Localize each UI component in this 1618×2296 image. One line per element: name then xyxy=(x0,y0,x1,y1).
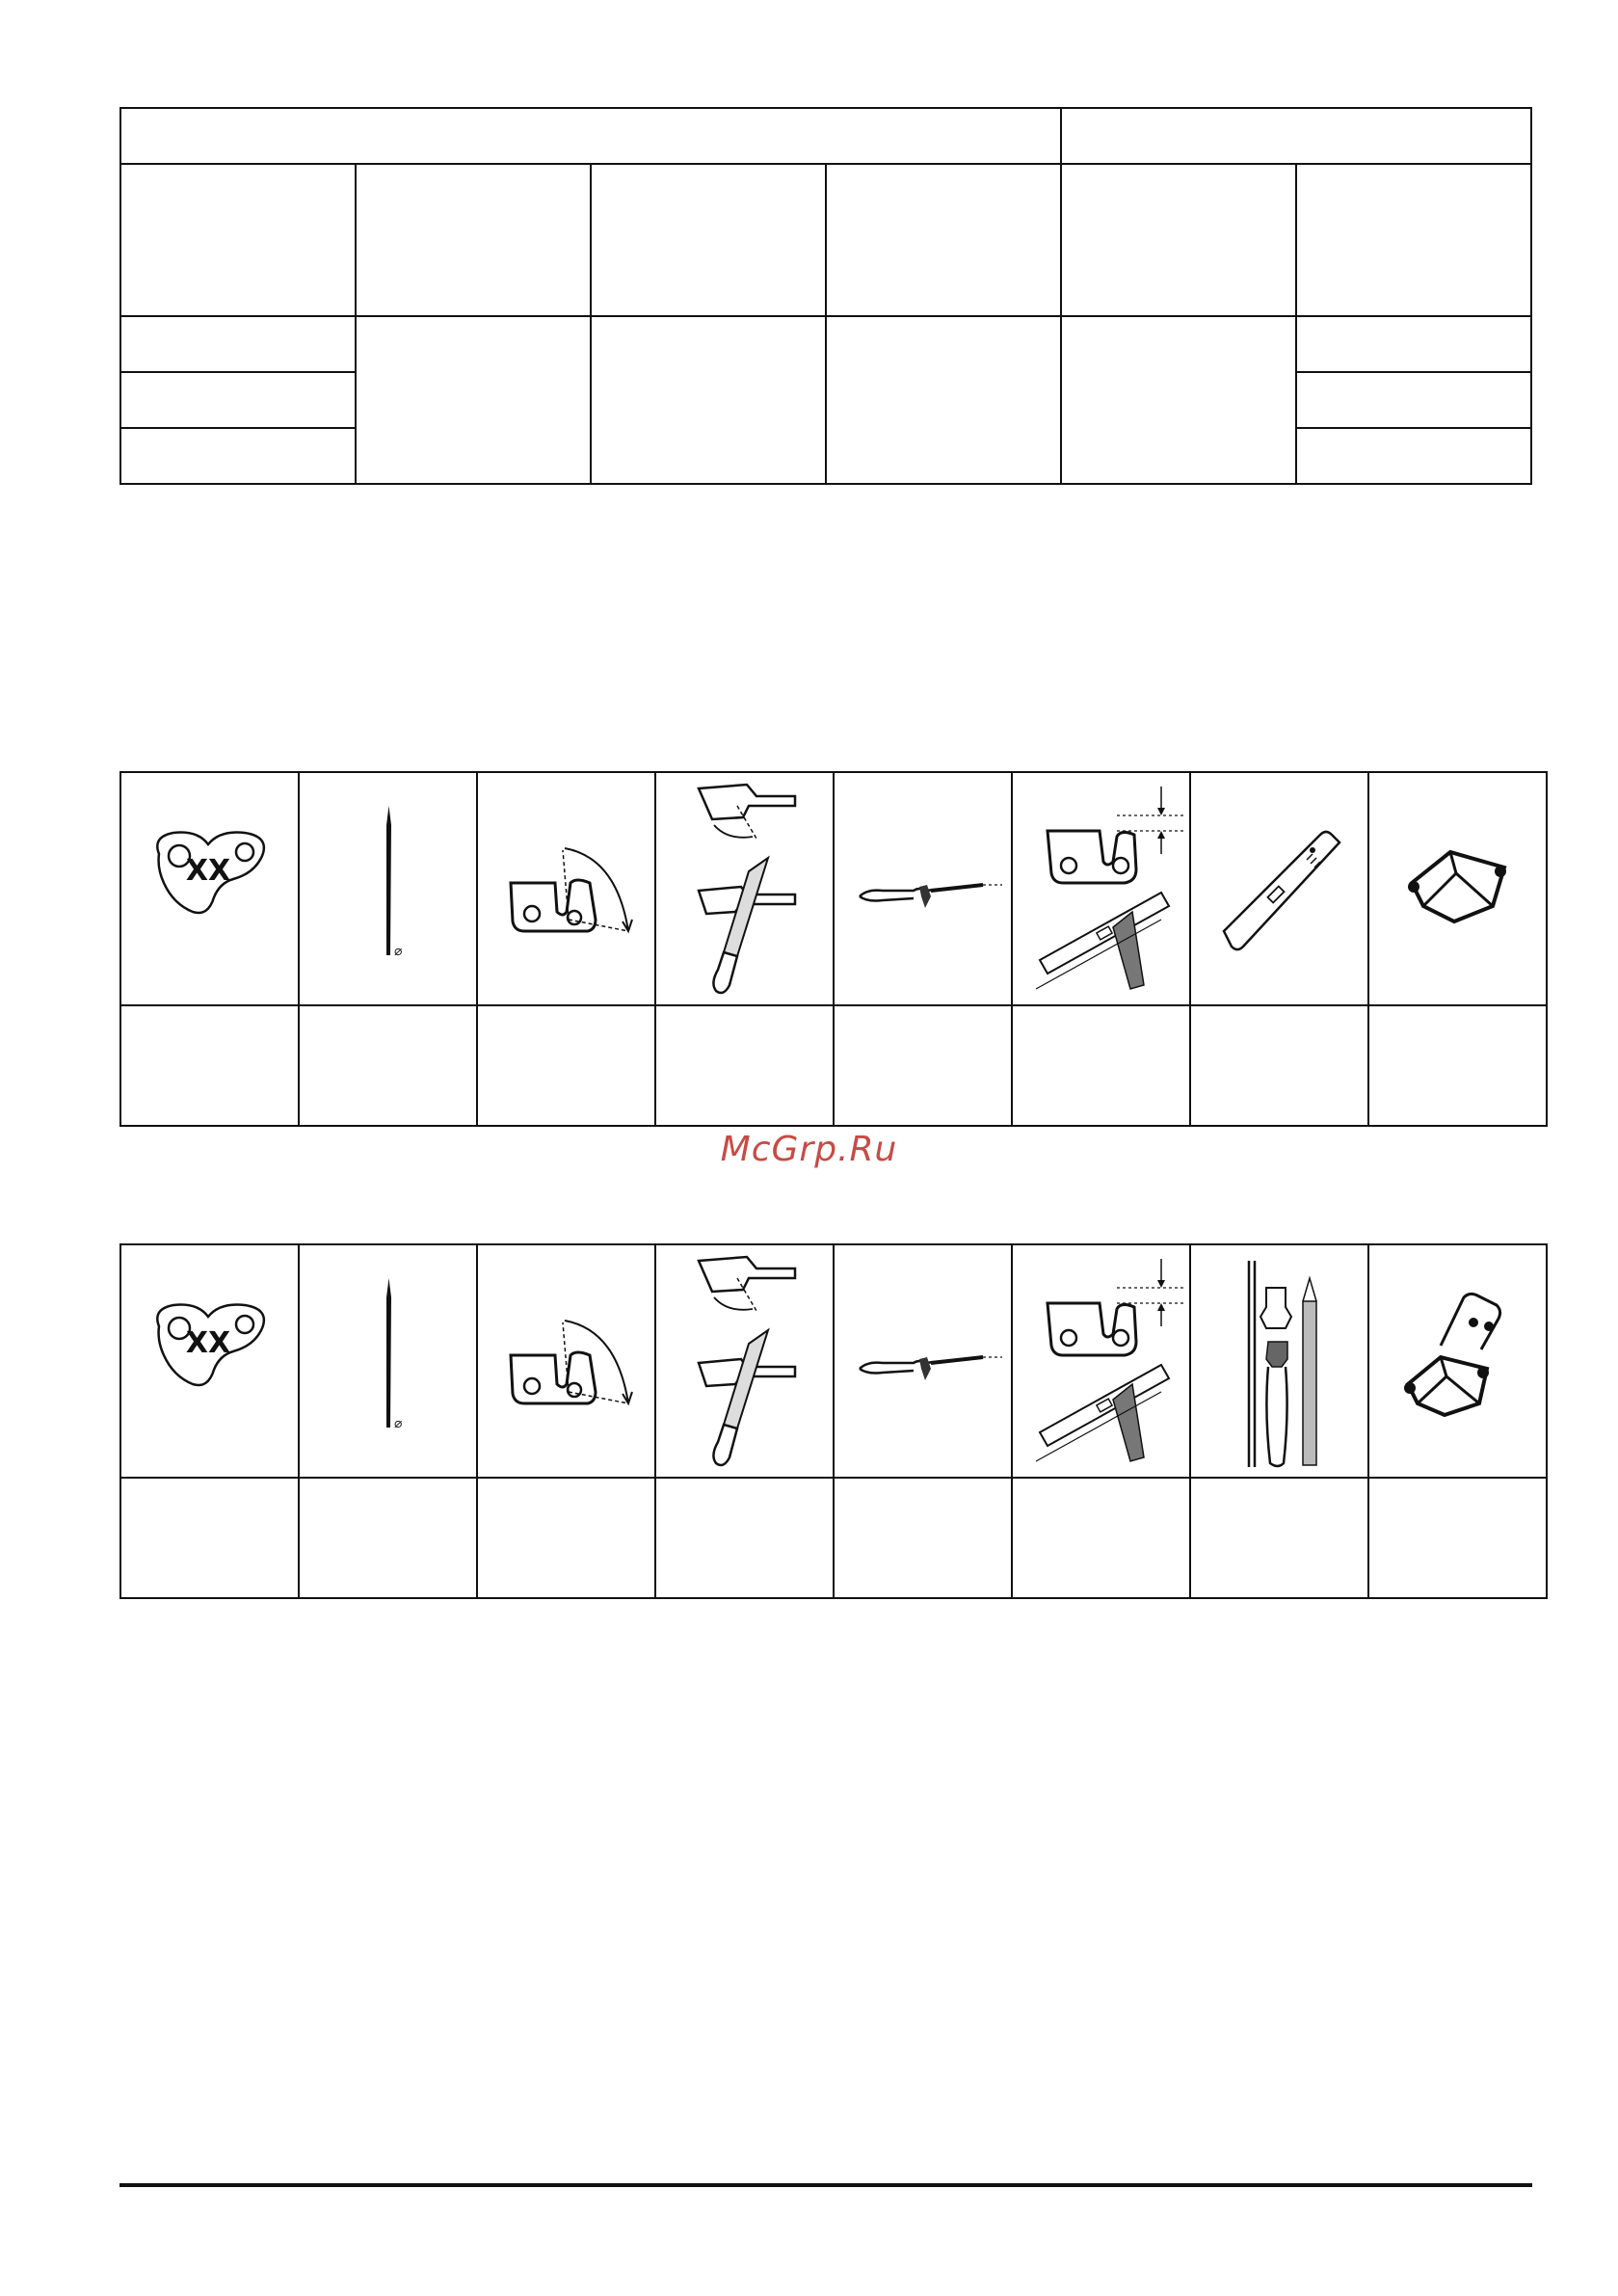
footer-rule xyxy=(119,2183,1532,2187)
spec-data-cell xyxy=(120,372,356,428)
tool-icon-cell xyxy=(834,1244,1012,1478)
file-kit-icon xyxy=(1195,1249,1365,1473)
tool-icon-cell xyxy=(477,772,655,1005)
watermark-text: McGrp.Ru xyxy=(720,1130,898,1169)
depth-gauge-icon xyxy=(1017,777,1186,1001)
spec-data-cell-merged xyxy=(1061,316,1296,484)
tool-icon-cell xyxy=(1012,1244,1190,1478)
tool-icon-cell xyxy=(120,1244,299,1478)
spec-data-cell-merged xyxy=(356,316,591,484)
spec-subheader-cell xyxy=(826,164,1061,316)
spec-data-cell-merged xyxy=(591,316,826,484)
depth-gauge-tool-icon xyxy=(1195,777,1365,1001)
sharpening-tools-table-2 xyxy=(119,1243,1548,1599)
depth-gauge-icon xyxy=(1017,1249,1186,1473)
tool-icon-cell xyxy=(477,1244,655,1478)
gauge-marker-label: XX xyxy=(185,854,230,888)
tool-label-row xyxy=(120,1005,1547,1126)
spec-data-cell-merged xyxy=(826,316,1061,484)
top-plate-angle-icon xyxy=(482,777,651,1001)
file-angle-icon xyxy=(660,1249,830,1473)
tool-label-cell xyxy=(655,1005,834,1126)
file-holder-icon xyxy=(838,1249,1008,1473)
spec-header-row xyxy=(120,108,1531,164)
spec-subheader-cell xyxy=(591,164,826,316)
tool-label-cell xyxy=(477,1478,655,1598)
spec-subheader-cell xyxy=(356,164,591,316)
tool-icon-cell xyxy=(655,772,834,1005)
tool-icon-cell xyxy=(834,772,1012,1005)
spec-subheader-cell xyxy=(120,164,356,316)
tool-icon-cell xyxy=(655,1244,834,1478)
round-file-icon xyxy=(304,1249,473,1473)
file-diameter-symbol: ⌀ xyxy=(393,1416,402,1431)
spec-data-cell xyxy=(1296,372,1531,428)
tool-icon-row xyxy=(120,1244,1547,1478)
file-holder-icon xyxy=(838,777,1008,1001)
spec-data-cell xyxy=(1296,428,1531,484)
tool-label-cell xyxy=(120,1478,299,1598)
round-file-icon xyxy=(304,777,473,1001)
tool-label-cell xyxy=(299,1478,477,1598)
tool-label-cell xyxy=(1190,1478,1368,1598)
tool-label-row xyxy=(120,1478,1547,1598)
spec-subheader-row xyxy=(120,164,1531,316)
spec-data-row xyxy=(120,316,1531,372)
tool-icon-cell xyxy=(1368,772,1547,1005)
chain-spec-table xyxy=(119,107,1532,485)
tool-icon-cell xyxy=(299,772,477,1005)
spec-data-cell xyxy=(120,428,356,484)
tool-label-cell xyxy=(120,1005,299,1126)
tool-icon-cell xyxy=(1012,772,1190,1005)
tool-label-cell xyxy=(1368,1478,1547,1598)
tool-label-cell xyxy=(477,1005,655,1126)
spec-header-cell-side xyxy=(1061,108,1531,164)
spec-data-cell xyxy=(1296,316,1531,372)
spec-header-cell-main xyxy=(120,108,1061,164)
tool-label-cell xyxy=(834,1478,1012,1598)
tool-label-cell xyxy=(1012,1478,1190,1598)
tool-label-cell xyxy=(299,1005,477,1126)
tool-label-cell xyxy=(1012,1005,1190,1126)
tool-icon-row xyxy=(120,772,1547,1005)
file-guide-icon xyxy=(1373,1249,1543,1473)
tool-icon-cell xyxy=(1190,1244,1368,1478)
tool-icon-cell xyxy=(299,1244,477,1478)
tool-icon-cell xyxy=(1190,772,1368,1005)
top-plate-angle-icon xyxy=(482,1249,651,1473)
tool-label-cell xyxy=(834,1005,1012,1126)
tool-icon-cell xyxy=(120,772,299,1005)
gauge-marker-label: XX xyxy=(185,1326,230,1360)
spec-data-cell xyxy=(120,316,356,372)
chain-gauge-icon xyxy=(125,777,295,1001)
tool-label-cell xyxy=(1368,1005,1547,1126)
spec-subheader-cell xyxy=(1061,164,1296,316)
tool-label-cell xyxy=(1190,1005,1368,1126)
file-angle-icon xyxy=(660,777,830,1001)
file-diameter-symbol: ⌀ xyxy=(393,944,402,959)
sharpening-tools-table-1 xyxy=(119,771,1548,1127)
chain-gauge-icon xyxy=(125,1249,295,1473)
spec-subheader-cell xyxy=(1296,164,1531,316)
tool-icon-cell xyxy=(1368,1244,1547,1478)
tool-label-cell xyxy=(655,1478,834,1598)
file-guide-icon xyxy=(1373,777,1543,1001)
